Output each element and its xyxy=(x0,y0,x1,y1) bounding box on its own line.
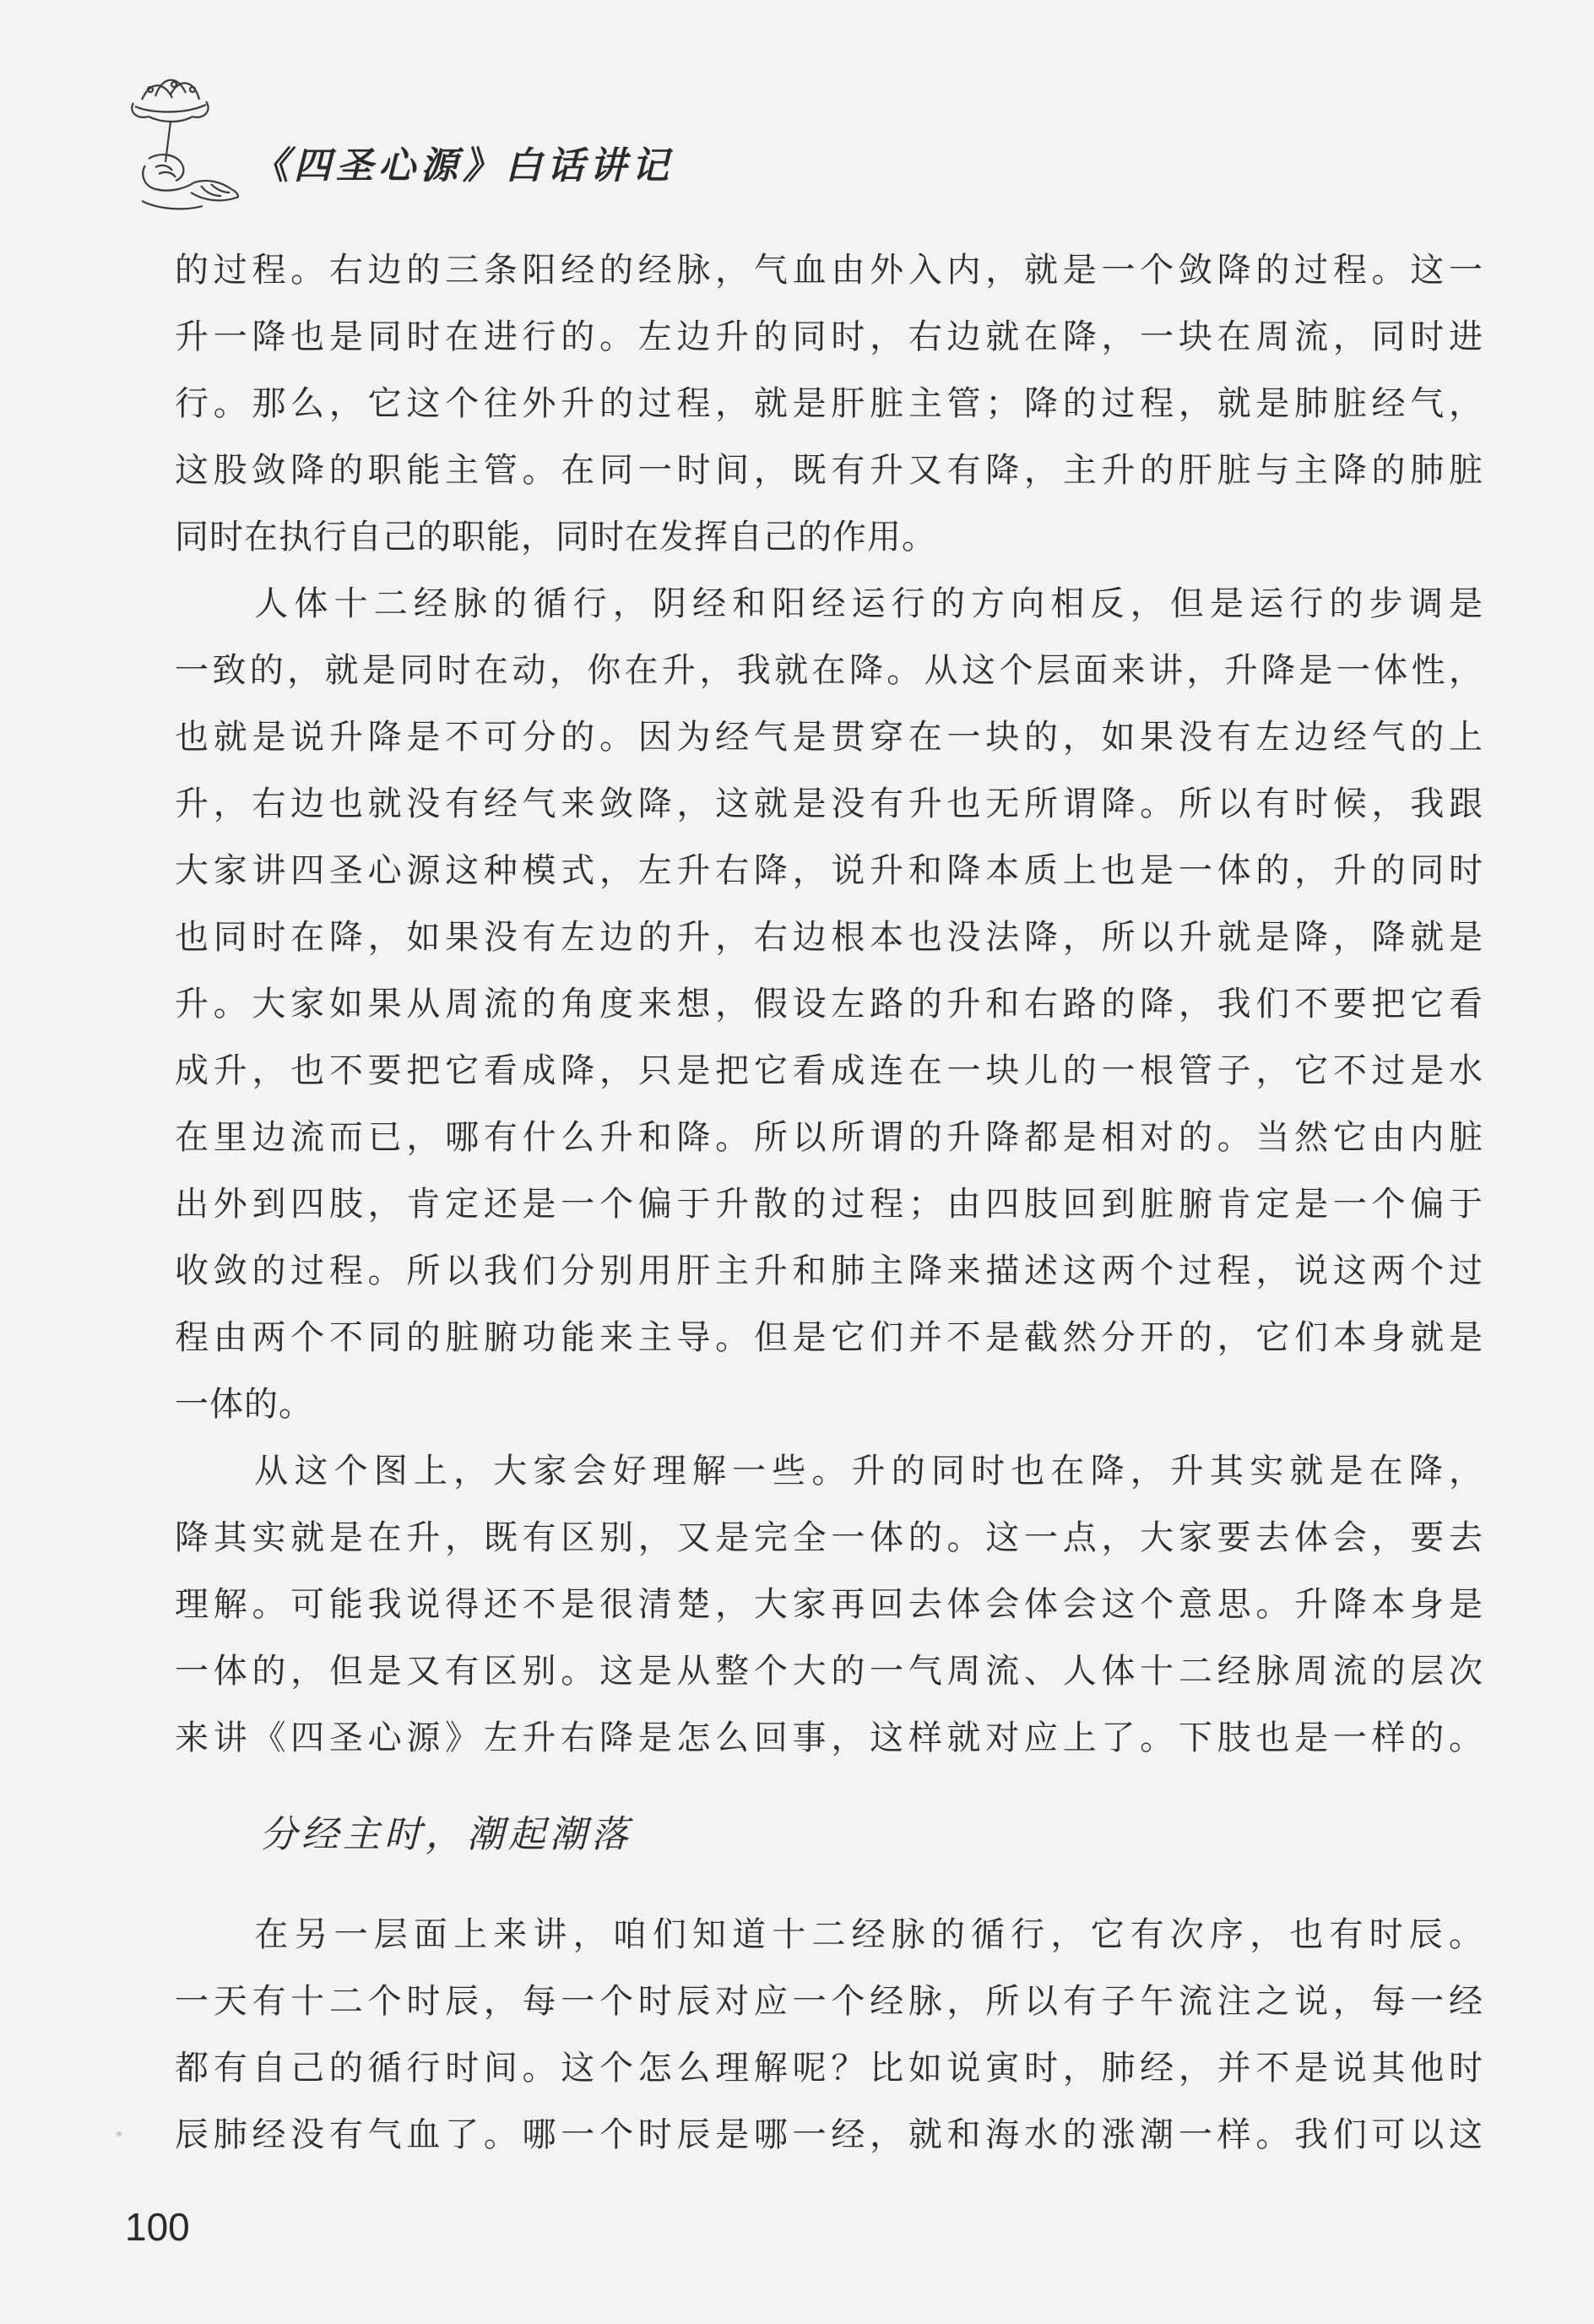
scan-speck xyxy=(117,2131,122,2137)
page-number: 100 xyxy=(125,2205,190,2249)
text-line: 出外到四肢，肯定还是一个偏于升散的过程；由四肢回到脏腑肯定是一个偏于 xyxy=(175,1185,1483,1224)
text-line: 都有自己的循行时间。这个怎么理解呢？比如说寅时，肺经，并不是说其他时 xyxy=(175,2049,1483,2088)
text-line: 在里边流而已，哪有什么升和降。所以所谓的升降都是相对的。当然它由内脏 xyxy=(175,1118,1483,1157)
text-line: 在另一层面上来讲，咱们知道十二经脉的循行，它有次序，也有时辰。 xyxy=(175,1915,1483,1954)
text-line: 同时在执行自己的职能，同时在发挥自己的作用。 xyxy=(175,518,936,557)
text-line: 从这个图上，大家会好理解一些。升的同时也在降，升其实就是在降， xyxy=(175,1452,1483,1491)
text-line: 升，右边也就没有经气来敛降，这就是没有升也无所谓降。所以有时候，我跟 xyxy=(175,785,1483,823)
text-line: 的过程。右边的三条阳经的经脉，气血由外入内，就是一个敛降的过程。这一 xyxy=(175,251,1483,290)
text-line: 来讲《四圣心源》左升右降是怎么回事，这样就对应上了。下肢也是一样的。 xyxy=(175,1719,1483,1757)
text-line: 降其实就是在升，既有区别，又是完全一体的。这一点，大家要去体会，要去 xyxy=(175,1518,1483,1557)
text-line: 大家讲四圣心源这种模式，左升右降，说升和降本质上也是一体的，升的同时 xyxy=(175,851,1483,890)
section-heading: 分经主时，潮起潮落 xyxy=(260,1813,632,1856)
text-line: 升。大家如果从周流的角度来想，假设左路的升和右路的降，我们不要把它看 xyxy=(175,985,1483,1024)
text-line: 行。那么，它这个往外升的过程，就是肝脏主管；降的过程，就是肺脏经气， xyxy=(175,384,1483,423)
text-line: 收敛的过程。所以我们分别用肝主升和肺主降来描述这两个过程，说这两个过 xyxy=(175,1252,1483,1290)
text-line: 一体的，但是又有区别。这是从整个大的一气周流、人体十二经脉周流的层次 xyxy=(175,1652,1483,1691)
text-line: 一天有十二个时辰，每一个时辰对应一个经脉，所以有子午流注之说，每一经 xyxy=(175,1982,1483,2021)
text-line: 升一降也是同时在进行的。左边升的同时，右边就在降，一块在周流，同时进 xyxy=(175,318,1483,356)
text-line: 辰肺经没有气血了。哪一个时辰是哪一经，就和海水的涨潮一样。我们可以这 xyxy=(175,2115,1483,2154)
text-line: 也同时在降，如果没有左边的升，右边根本也没法降，所以升就是降，降就是 xyxy=(175,918,1483,957)
header-title: 《四圣心源》白话讲记 xyxy=(252,144,674,187)
text-line: 程由两个不同的脏腑功能来主导。但是它们并不是截然分开的，它们本身就是 xyxy=(175,1318,1483,1357)
lotus-hand-icon xyxy=(125,74,252,222)
text-line: 一致的，就是同时在动，你在升，我就在降。从这个层面来讲，升降是一体性， xyxy=(175,651,1483,690)
text-line: 这股敛降的职能主管。在同一时间，既有升又有降，主升的肝脏与主降的肺脏 xyxy=(175,451,1483,490)
text-line: 理解。可能我说得还不是很清楚，大家再回去体会体会这个意思。升降本身是 xyxy=(175,1585,1483,1624)
text-line: 成升，也不要把它看成降，只是把它看成连在一块儿的一根管子，它不过是水 xyxy=(175,1051,1483,1090)
text-line: 一体的。 xyxy=(175,1385,313,1424)
text-line: 也就是说升降是不可分的。因为经气是贯穿在一块的，如果没有左边经气的上 xyxy=(175,718,1483,757)
text-line: 人体十二经脉的循行，阴经和阳经运行的方向相反，但是运行的步调是 xyxy=(175,584,1483,623)
running-header xyxy=(125,74,767,235)
